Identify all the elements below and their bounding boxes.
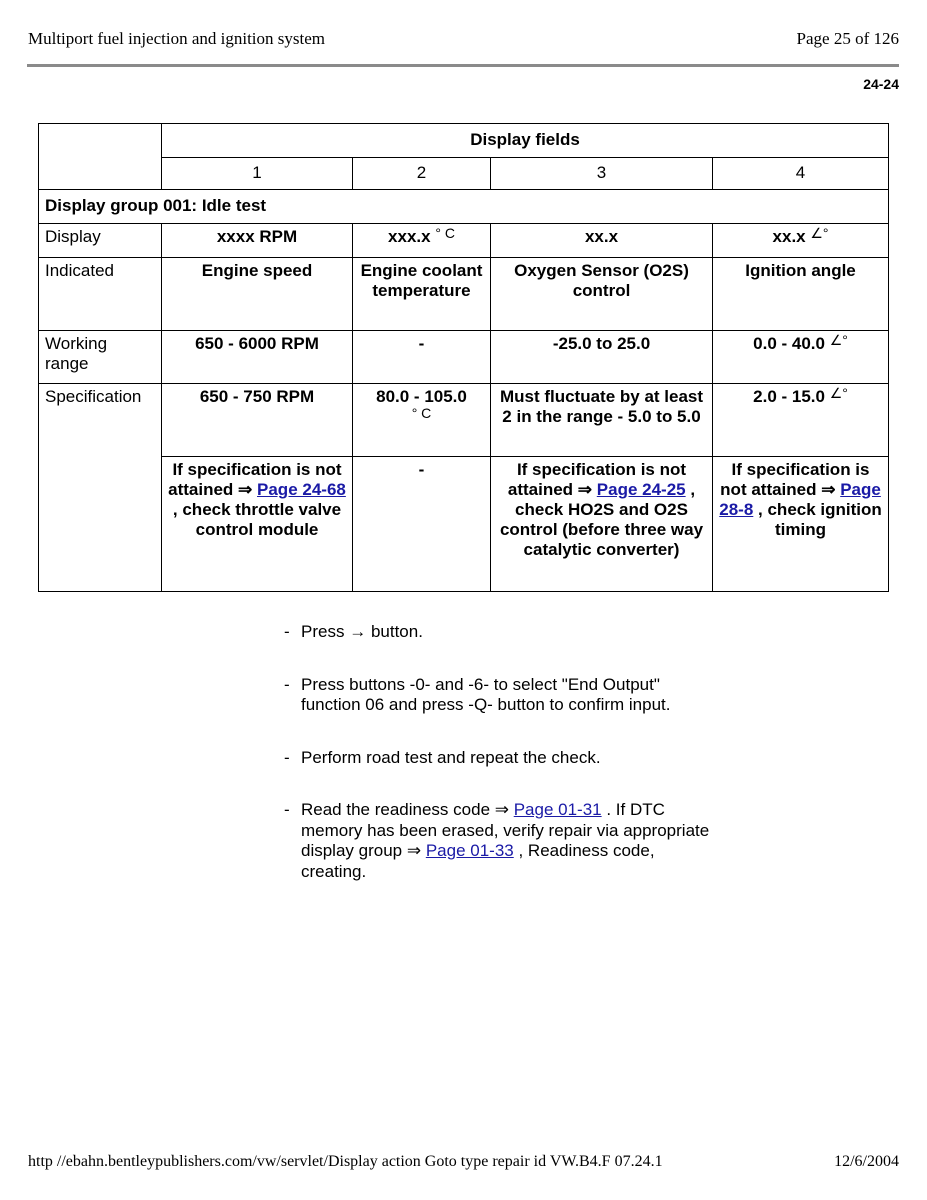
angle-unit: ∠° xyxy=(810,225,829,241)
working-field-4 xyxy=(713,331,889,384)
spec-field-4-value: 2.0 - 15.0 xyxy=(753,387,825,406)
degree-unit: ° C xyxy=(411,405,432,421)
note-text: If specification is not attained ⇒ xyxy=(168,460,342,499)
indicated-field-1: Engine speed xyxy=(162,258,353,331)
step-text-pre: Read the readiness code ⇒ xyxy=(301,800,509,819)
step-dash: - xyxy=(284,674,290,694)
page-01-33-link[interactable]: Page 01-33 xyxy=(425,841,514,860)
step-text-post: , Readiness code, creating. xyxy=(301,841,655,881)
note-text: , check throttle valve control module xyxy=(172,500,342,539)
field-number-1: 1 xyxy=(162,158,353,190)
step-dash: - xyxy=(284,747,290,767)
right-arrow-icon: → xyxy=(349,622,367,641)
step-dash: - xyxy=(284,800,290,819)
notes-label-cell xyxy=(39,457,162,592)
note-text: If specification is not attained ⇒ xyxy=(720,460,870,499)
working-field-1: 650 - 6000 RPM xyxy=(162,331,353,384)
table-corner-cell xyxy=(39,124,162,190)
notes-field-2: - xyxy=(353,457,491,592)
page-number: Page 25 of 126 xyxy=(796,29,899,48)
working-field-3: -25.0 to 25.0 xyxy=(491,331,713,384)
spec-field-2 xyxy=(353,384,491,457)
spec-field-3: Must fluctuate by at least 2 in the range - 5.0 to 5.0 xyxy=(491,384,713,457)
angle-unit: ∠° xyxy=(829,385,848,401)
working-field-4-value: 0.0 - 40.0 xyxy=(753,334,825,353)
row-label-specification: Specification xyxy=(39,384,162,457)
footer-url: http //ebahn.bentleypublishers.com/vw/servlet/Display action Goto type repair id VW.B4.F 07.24.1 xyxy=(28,1153,663,1170)
footer-date: 12/6/2004 xyxy=(834,1153,899,1170)
row-label-display: Display xyxy=(39,224,162,258)
display-field-1: xxxx RPM xyxy=(162,224,353,258)
step-press-arrow xyxy=(284,622,724,643)
indicated-field-4: Ignition angle xyxy=(713,258,889,331)
step-text-mid: . If DTC memory has been erased, verify repair via appropriate display group ⇒ xyxy=(301,800,710,860)
working-field-2: - xyxy=(353,331,491,384)
step-text-post: button. xyxy=(370,622,423,641)
note-text: If specification is not attained ⇒ xyxy=(507,460,687,499)
row-label-working-range: Working range xyxy=(39,331,162,384)
section-code: 24-24 xyxy=(863,76,899,92)
step-text: Press buttons -0- and -6- to select "End Output" function 06 and press -Q- button to confirm input. xyxy=(301,674,671,714)
spec-field-4 xyxy=(713,384,889,457)
note-text: , check ignition timing xyxy=(758,500,882,539)
notes-field-1 xyxy=(162,457,353,592)
display-field-2 xyxy=(353,224,491,258)
indicated-field-2: Engine coolant temperature xyxy=(353,258,491,331)
procedure-steps xyxy=(284,622,724,914)
display-fields-heading: Display fields xyxy=(162,124,889,158)
page-01-31-link[interactable]: Page 01-31 xyxy=(513,800,602,819)
step-readiness-code xyxy=(284,800,724,882)
header-divider xyxy=(27,64,899,67)
page-footer xyxy=(28,1153,899,1171)
field-number-2: 2 xyxy=(353,158,491,190)
display-group-title: Display group 001: Idle test xyxy=(39,190,889,224)
notes-field-3 xyxy=(491,457,713,592)
page-28-8-link[interactable]: Page 28-8 xyxy=(719,480,881,519)
step-text-pre: Press xyxy=(301,622,345,641)
display-field-3: xx.x xyxy=(491,224,713,258)
note-text: , check HO2S and O2S control (before three way catalytic converter) xyxy=(499,480,704,559)
degree-unit: ° C xyxy=(435,225,455,241)
step-end-output xyxy=(284,675,724,716)
step-text: Perform road test and repeat the check. xyxy=(301,747,601,767)
angle-unit: ∠° xyxy=(829,332,848,348)
indicated-field-3: Oxygen Sensor (O2S) control xyxy=(491,258,713,331)
display-field-2-value: xxx.x xyxy=(388,227,431,246)
field-number-4: 4 xyxy=(713,158,889,190)
display-field-4-value: xx.x xyxy=(772,227,806,246)
display-group-table xyxy=(38,123,889,592)
page-24-68-link[interactable]: Page 24-68 xyxy=(257,480,346,499)
step-text xyxy=(301,800,724,882)
field-number-3: 3 xyxy=(491,158,713,190)
document-title: Multiport fuel injection and ignition system xyxy=(28,29,325,48)
row-label-indicated: Indicated xyxy=(39,258,162,331)
notes-field-4 xyxy=(713,457,889,592)
spec-field-2-value: 80.0 - 105.0 xyxy=(376,387,467,406)
step-dash: - xyxy=(284,622,290,641)
step-text xyxy=(301,622,724,643)
spec-field-1: 650 - 750 RPM xyxy=(162,384,353,457)
page-24-25-link[interactable]: Page 24-25 xyxy=(596,480,686,499)
step-road-test xyxy=(284,748,724,769)
display-field-4 xyxy=(713,224,889,258)
